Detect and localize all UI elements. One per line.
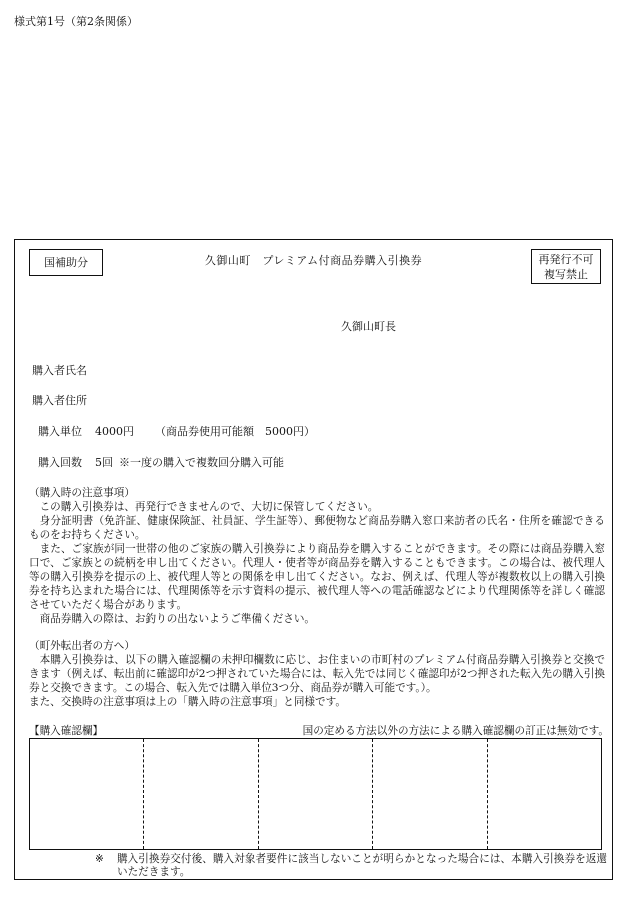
notes-paragraph-1: この購入引換券は、再発行できませんので、大切に保管してください。 (39, 501, 379, 513)
form-number: 様式第1号（第2条関係） (14, 15, 138, 28)
voucher-title: 久御山町 プレミアム付商品券購入引換券 (204, 254, 423, 267)
notes-paragraph-3: また、ご家族が同一世帯の他のご家族の購入引換券により商品券を購入することができます。その際には商品券購入窓口で、ご家族との続柄を申し出てください。代理人・使者等が商品券を購入することもできます。この場合は、被代理人等の購入引換券を提示の上、被代理人等との関係を申し出てください。なお、例えば、代理人等が複数枚以上の購入引換券を持ち込まれた場合には、代理関係等を示す資料の提示、被代理人等への電話確認などにより代理関係等を詳しく確認させていただく場合があります。 (29, 543, 605, 611)
purchase-count-value: 5回 (95, 456, 113, 469)
stamp-cell (144, 739, 258, 849)
buyer-address-label: 購入者住所 (32, 394, 87, 407)
purchase-unit-row (38, 423, 315, 439)
relocation-heading: （町外転出者の方へ） (29, 640, 135, 652)
purchase-unit-value: 4000円 (95, 425, 134, 438)
confirmation-notice: 国の定める方法以外の方法による購入確認欄の訂正は無効です。 (302, 725, 609, 737)
no-reissue-line2: 複写禁止 (544, 268, 588, 281)
relocation-paragraph-1: 本購入引換券は、以下の購入確認欄の未押印欄数に応じ、お住まいの市町村のプレミアム付商品券購入引換券と交換できます（例えば、転出前に確認印が2つ押されていた場合には、転入先では同じく確認印が2つ押された転入先の購入引換券と交換できます。この場合、転入先では購入単位3つ分、商品券が購入可能です。）。 (29, 654, 605, 694)
purchase-unit-note: （商品券使用可能額 5000円） (155, 425, 315, 438)
footnote-mark: ※ (95, 853, 104, 865)
notes-heading: （購入時の注意事項） (29, 487, 135, 499)
notes-paragraph-4: 商品券購入の際は、お釣りの出ないようご準備ください。 (39, 613, 316, 625)
stamp-cell (488, 739, 601, 849)
confirmation-header (29, 723, 609, 738)
purchase-count-row (38, 454, 284, 470)
no-reissue-line1: 再発行不可 (538, 253, 594, 266)
stamp-cell (259, 739, 373, 849)
footnote (95, 853, 607, 879)
purchase-voucher (14, 239, 613, 880)
issuer-name: 久御山町長 (341, 320, 396, 333)
buyer-name-label: 購入者氏名 (32, 364, 87, 377)
notes-paragraph-2: 身分証明書（免許証、健康保険証、社員証、学生証等）、郵便物など商品券購入窓口来訪者の氏名・住所を確認できるものをお持ちください。 (29, 515, 605, 541)
footnote-text: 購入引換券交付後、購入対象者要件に該当しないことが明らかとなった場合には、本購入引換券を返還いただきます。 (117, 853, 607, 878)
subsidy-label-box: 国補助分 (29, 249, 103, 276)
notes-section (29, 486, 605, 709)
stamp-cell (30, 739, 144, 849)
purchase-unit-label: 購入単位 (38, 425, 82, 438)
purchase-count-note: ※一度の購入で複数回分購入可能 (119, 456, 284, 469)
no-reissue-box (531, 249, 601, 284)
confirmation-heading: 【購入確認欄】 (29, 725, 104, 737)
confirmation-stamp-grid (29, 738, 602, 850)
stamp-cell (373, 739, 487, 849)
purchase-count-label: 購入回数 (38, 456, 82, 469)
relocation-paragraph-2: また、交換時の注意事項は上の「購入時の注意事項」と同様です。 (29, 696, 346, 708)
